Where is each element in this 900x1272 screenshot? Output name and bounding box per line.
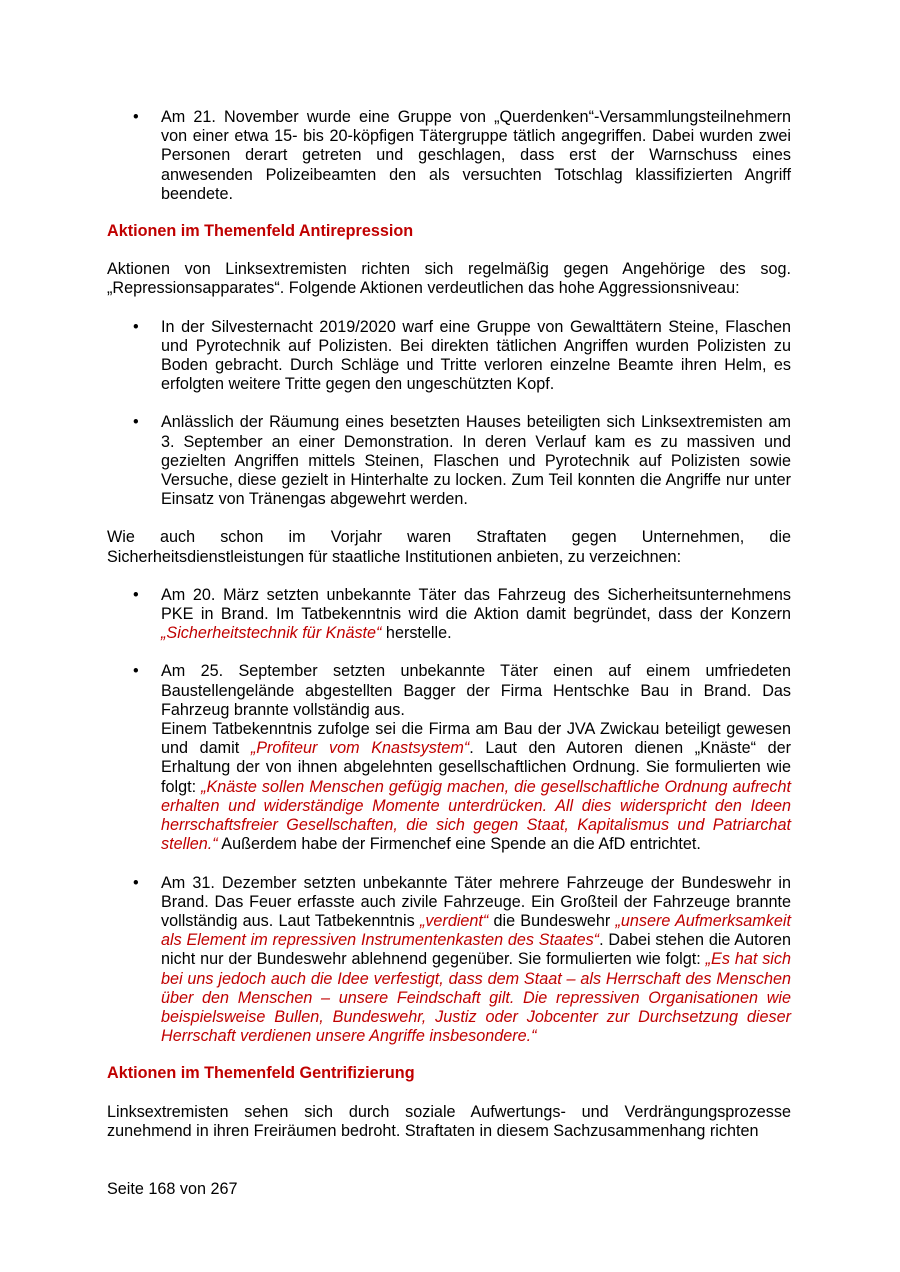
- section-heading-antirepression: Aktionen im Themenfeld Antirepression: [107, 222, 414, 241]
- list-item: [107, 662, 791, 854]
- list-item-text: Anlässlich der Räumung eines besetzten Hauses beteiligten sich Linksextremisten am 3. September an einer Demonstration. In deren Verlauf kam es zu massiven und gezielten Angriffen mittels Steinen, Flaschen und Pyrotechnik auf Polizisten sowie Versuche, diese gezielt in Hinterhalte zu locken. Zum Teil konnten die Angriffe nur unter Einsatz von Tränengas abgewehrt werden.: [161, 413, 791, 509]
- list-item: [107, 586, 791, 644]
- quote: „Knäste sollen Menschen gefügig machen, die gesellschaftliche Ordnung aufrecht erhalten und widerständige Momente unterdrücken. All dies widerspricht den Ideen herrschaftsfreier Gesellschaften, die sich gegen Staat, Kapitalismus und Patriarchat stellen.“: [161, 777, 791, 854]
- bullet-icon: •: [133, 662, 139, 681]
- page-content: [107, 108, 791, 1141]
- bullet-icon: •: [133, 873, 139, 892]
- list-item-text: Am 20. März setzten unbekannte Täter das Fahrzeug des Sicherheitsunternehmens PKE in Brand. Im Tatbekenntnis wird die Aktion damit begründet, dass der Konzern: [161, 585, 791, 624]
- list-item-text: Einem Tatbekenntnis zufolge sei die Firma am Bau der JVA Zwickau beteiligt gewesen und damit: [161, 720, 791, 758]
- list-item: [107, 413, 791, 509]
- paragraph: Aktionen von Linksextremisten richten sich regelmäßig gegen Angehörige des sog. „Repressionsapparates“. Folgende Aktionen verdeutlichen das hohe Aggressionsniveau:: [107, 260, 791, 298]
- quote: „verdient“: [419, 911, 489, 930]
- list-item-text: Außerdem habe der Firmenchef eine Spende an die AfD entrichtet.: [217, 835, 701, 854]
- list-item: [107, 108, 791, 204]
- list-item-text: In der Silvesternacht 2019/2020 warf eine Gruppe von Gewalttätern Steine, Flaschen und Pyrotechnik auf Polizisten. Bei direkten tätlichen Angriffen wurden Polizisten zu Boden gebracht. Durch Schläge und Tritte verloren einzelne Beamte ihren Helm, es erfolgten weitere Tritte gegen den ungeschützten Kopf.: [161, 317, 791, 394]
- paragraph: Linksextremisten sehen sich durch soziale Aufwertungs- und Verdrängungsprozesse zunehmend in ihren Freiräumen bedroht. Straftaten in diesem Sachzusammenhang richten: [107, 1102, 791, 1140]
- list-item-text: herstelle.: [381, 624, 452, 643]
- bullet-list-companies: [107, 586, 791, 1046]
- list-item-text: Am 31. Dezember setzten unbekannte Täter mehrere Fahrzeuge der Bundeswehr in Brand. Das Feuer erfasste auch zivile Fahrzeuge. Ein Großteil der Fahrzeuge brannte vollständig aus. Laut Tatbekenntnis: [161, 873, 791, 930]
- bullet-list-attacks: [107, 318, 791, 510]
- bullet-list-intro: [107, 108, 791, 204]
- quote: „Es hat sich bei uns jedoch auch die Idee verfestigt, dass dem Staat – als Herrschaft des Menschen über den Menschen – unsere Feindschaft gilt. Die repressiven Organisationen wie beispielsweise Bullen, Bundeswehr, Justiz oder Jobcenter zur Durchsetzung dieser Herrschaft verdienen unsere Angriffe insbesondere.“: [161, 950, 791, 1046]
- list-item-text: Am 25. September setzten unbekannte Täter einen auf einem umfriedeten Baustellengelände abgestellten Bagger der Firma Hentschke Bau in Brand. Das Fahrzeug brannte vollständig aus.: [161, 662, 791, 719]
- quote: „Profiteur vom Knastsystem“: [250, 739, 470, 758]
- page-number: Seite 168 von 267: [107, 1180, 238, 1198]
- paragraph: Wie auch schon im Vorjahr waren Straftaten gegen Unternehmen, die Sicherheitsdienstleistungen für staatliche Institutionen anbieten, zu verzeichnen:: [107, 528, 791, 566]
- list-item: [107, 318, 791, 395]
- bullet-icon: •: [133, 585, 139, 604]
- list-item-text: . Laut den Autoren dienen „Knäste“ der Erhaltung der von ihnen abgelehnten gesellschaftlichen Ordnung. Sie formulierten wie folgt:: [161, 739, 791, 796]
- section-heading-gentrifizierung: Aktionen im Themenfeld Gentrifizierung: [107, 1064, 415, 1083]
- quote: „Sicherheitstechnik für Knäste“: [161, 624, 382, 643]
- list-item-text: . Dabei stehen die Autoren nicht nur der Bundeswehr ablehnend gegenüber. Sie formulierten wie folgt:: [161, 931, 791, 969]
- bullet-icon: •: [133, 413, 139, 432]
- bullet-icon: •: [133, 108, 139, 126]
- list-item: [107, 874, 791, 1047]
- list-item-text: Am 21. November wurde eine Gruppe von „Querdenken“-Versammlungsteilnehmern von einer etwa 15- bis 20-köpfigen Tätergruppe tätlich angegriffen. Dabei wurden zwei Personen derart getreten und geschlagen, dass erst der Warnschuss eines anwesenden Polizeibeamten den als versuchten Totschlag klassifizierten Angriff beendete.: [161, 108, 791, 203]
- bullet-icon: •: [133, 317, 139, 336]
- list-item-text: die Bundeswehr: [488, 911, 616, 930]
- quote: „unsere Aufmerksamkeit als Element im repressiven Instrumentenkasten des Staates“: [161, 911, 791, 950]
